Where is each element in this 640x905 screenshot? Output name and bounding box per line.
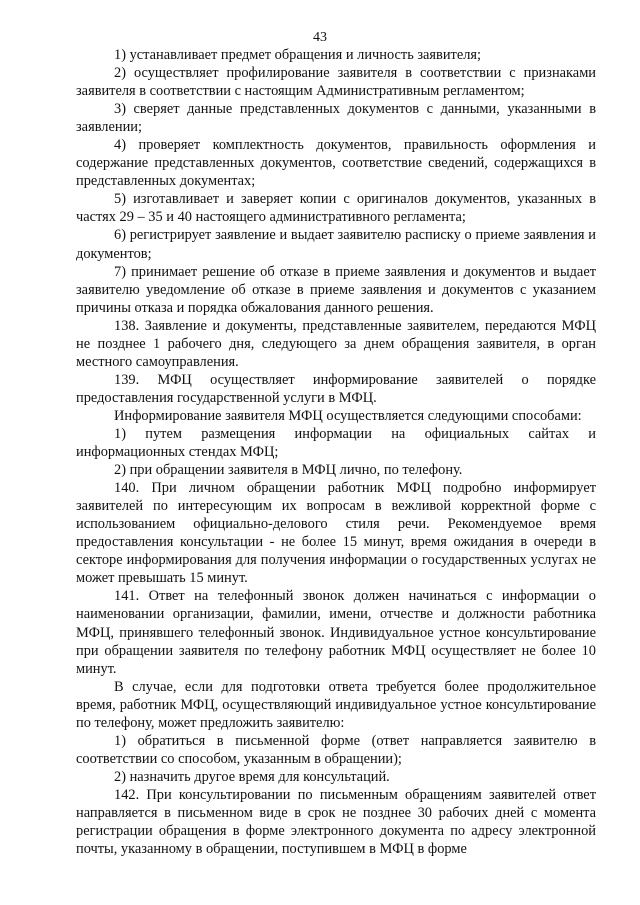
- page-number: 43: [313, 30, 327, 45]
- paragraph: 4) проверяет комплектность документов, правильность оформления и содержание представленных документов, соответствие сведений, содержащихся в представленных документах;: [76, 137, 596, 190]
- paragraph: 139. МФЦ осуществляет информирование заявителей о порядке предоставления государственной услуги в МФЦ.: [76, 371, 596, 406]
- paragraph: 2) назначить другое время для консультаций.: [114, 768, 390, 785]
- paragraph: Информирование заявителя МФЦ осуществляется следующими способами:: [114, 407, 582, 424]
- paragraph: 1) устанавливает предмет обращения и личность заявителя;: [114, 47, 482, 63]
- paragraph: 5) изготавливает и заверяет копии с оригиналов документов, указанных в частях 29 – 35 и 40 настоящего административного регламента;: [76, 191, 596, 226]
- document-body: [76, 46, 596, 858]
- paragraph: 3) сверяет данные представленных документов с данными, указанными в заявлении;: [76, 101, 596, 136]
- paragraph: 142. При консультировании по письменным обращениям заявителей ответ направляется в письменном виде в срок не позднее 30 рабочих дней с момента регистрации обращения в форме электронного документа по адресу электронной почты, указанному в обращении, поступившем в МФЦ в форме: [76, 786, 596, 858]
- paragraph: В случае, если для подготовки ответа требуется более продолжительное время, работник МФЦ, осуществляющий индивидуальное устное консультирование по телефону, может предложить заявителю:: [76, 678, 596, 731]
- paragraph: 138. Заявление и документы, представленные заявителем, передаются МФЦ не позднее 1 рабочего дня, следующего за днем обращения заявителя, в орган местного самоуправления.: [76, 317, 596, 370]
- paragraph: 7) принимает решение об отказе в приеме заявления и документов и выдает заявителю уведомление об отказе в приеме заявления и документов с указанием причины отказа и порядка обжалования данного решения.: [76, 263, 596, 316]
- paragraph: 2) осуществляет профилирование заявителя в соответствии с признаками заявителя в соответствии с настоящим Административным регламентом;: [76, 65, 596, 100]
- paragraph: 6) регистрирует заявление и выдает заявителю расписку о приеме заявления и документов;: [76, 227, 596, 262]
- paragraph: 2) при обращении заявителя в МФЦ лично, по телефону.: [114, 462, 463, 479]
- paragraph: 141. Ответ на телефонный звонок должен начинаться с информации о наименовании организации, фамилии, имени, отчестве и должности работника МФЦ, принявшего телефонный звонок. Индивидуальное устное консультирование при обращении заявителя по телефону работник МФЦ осуществляет не более 10 минут.: [76, 588, 596, 677]
- paragraph: 1) путем размещения информации на официальных сайтах и информационных стендах МФЦ;: [76, 425, 596, 461]
- paragraph: 1) обратиться в письменной форме (ответ направляется заявителю в соответствии со способом, указанным в обращении);: [76, 732, 596, 767]
- paragraph: 140. При личном обращении работник МФЦ подробно информирует заявителей по интересующим их вопросам в вежливой корректной форме с использованием официально-делового стиля речи. Рекомендуемое время предоставления консультации - не более 15 минут, время ожидания в очереди в секторе информирования для получения информации о государственных услугах не может превышать 15 минут.: [76, 480, 596, 587]
